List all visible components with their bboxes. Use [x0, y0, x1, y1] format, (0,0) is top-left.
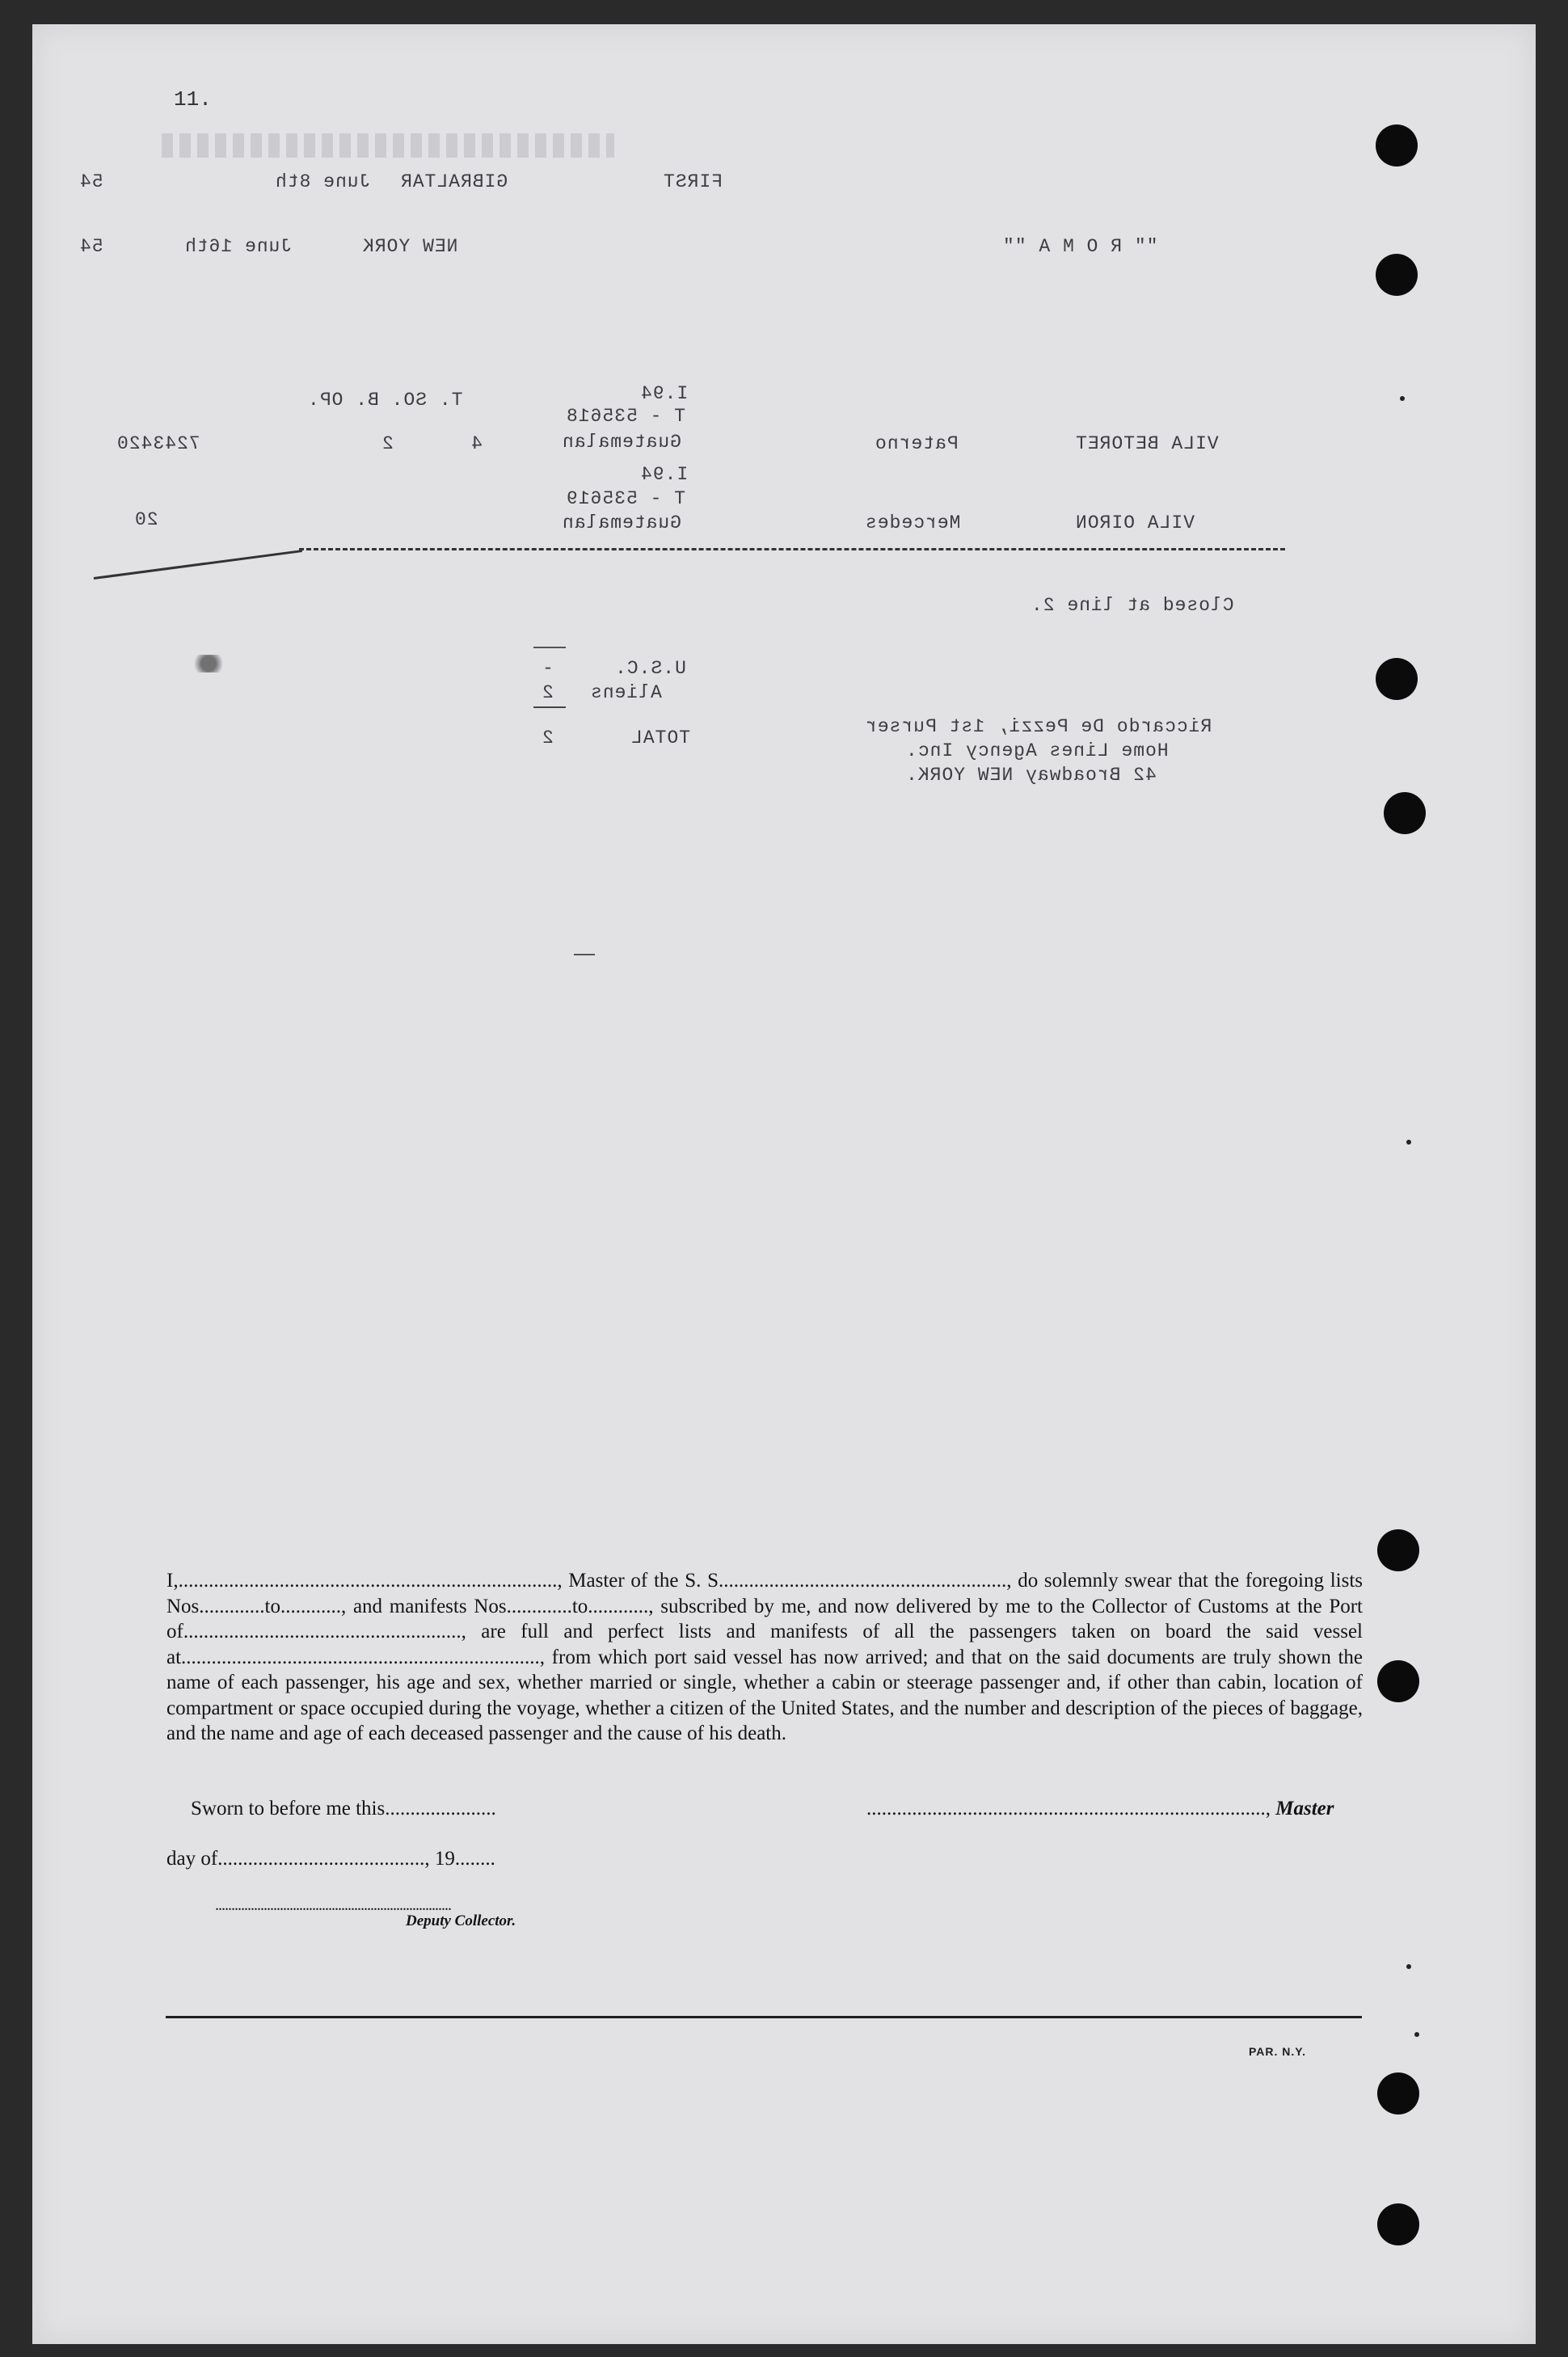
passenger-2-visa-a: I.94 [640, 464, 689, 485]
row-first-date: June 8th [275, 171, 371, 192]
row-ship-port: NEW YORK [362, 236, 458, 257]
passenger-2-given: Mercedes [865, 512, 961, 533]
speck [1400, 396, 1405, 401]
punch-hole [1377, 1529, 1419, 1571]
oath-text: I,..........................................................................., Master of the S. S........................................................., do solemnly swear that the foregoing lists Nos.............to............, and manifests Nos.............to............, subscribed by me, and now delivered by me to the Collector of Customs at the Port of......................................................., are full and perfect lists and manifests of all the passengers taken on board the said vessel at......................................................................., from which port said vessel has now arrived; and that on the said documents are truly shown the name of each passenger, his age and sex, whether married or single, whether a cabin or steerage passenger and, if other than cabin, location of compartment or space occupied during the voyage, whether a citizen of the United States, and the number and description of the pieces of baggage, and the name and age of each deceased passenger and the cause of his death. [166, 1570, 1363, 1744]
totals-total-value: 2 [542, 727, 554, 748]
row-ship-name: "" R O M A "" [1002, 236, 1158, 257]
passenger-1-count-b: 2 [381, 433, 394, 454]
page-number: 11. [174, 87, 212, 112]
purser-line-3: 42 Broadway NEW YORK. [905, 765, 1157, 786]
passenger-2-name: VILA OIRON [1075, 512, 1195, 533]
totals-total-label: TOTAL [630, 727, 691, 748]
master-dots: ..............................................................................., [866, 1798, 1276, 1819]
closed-note: Closed at line 2. [1031, 595, 1234, 616]
purser-line-1: Riccardo De Pezzi, 1st Purser [865, 716, 1212, 737]
row-first-col-a: 54 [79, 171, 103, 192]
punch-hole [1384, 792, 1426, 834]
stray-mark [574, 954, 595, 955]
oath-paragraph [166, 1568, 1363, 1747]
form-code: PAR. N.Y. [1249, 2045, 1306, 2058]
passenger-2-nationality: Guatemalan [562, 512, 682, 533]
row-ship-col-a: 54 [79, 236, 103, 257]
punch-hole [1377, 2072, 1419, 2115]
passenger-1-visa-b: T - 535618 [566, 406, 686, 427]
passenger-2-number: 20 [134, 509, 158, 530]
master-signature-line [866, 1798, 1334, 1820]
closing-diagonal [94, 550, 302, 580]
passenger-1-nationality: Guatemalan [562, 432, 682, 453]
deputy-collector-label: Deputy Collector. [406, 1912, 516, 1929]
deputy-signature-line: ......................................................................... [215, 1896, 451, 1914]
speck [1406, 1964, 1411, 1969]
passenger-1-given: Paterno [875, 433, 959, 454]
totals-usc-label: U.S.C. [614, 658, 686, 679]
passenger-1-name: VILA BETORET [1075, 433, 1219, 454]
punch-hole [1377, 2203, 1419, 2245]
sworn-line: Sworn to before me this...................... [191, 1798, 496, 1819]
passenger-2-visa-b: T - 535619 [566, 488, 686, 509]
row-ship-date: June 16th [184, 236, 293, 257]
passenger-1-code: T. SO. B. OP. [307, 390, 463, 411]
passenger-1-count-a: 4 [470, 433, 483, 454]
totals-usc-value: - [542, 658, 554, 679]
totals-aliens-label: Aliens [590, 682, 662, 703]
punch-hole [1376, 124, 1418, 167]
row-first-port: GIBRALTAR [400, 171, 508, 192]
totals-aliens-value: 2 [542, 682, 554, 703]
master-label: Master [1275, 1798, 1334, 1819]
manifest-page [32, 24, 1536, 2344]
totals-underline [533, 706, 566, 708]
totals-tick [533, 647, 566, 648]
passenger-1-visa-a: I.94 [640, 383, 689, 404]
footer-rule [166, 2016, 1362, 2018]
purser-line-2: Home Lines Agency Inc. [905, 740, 1169, 761]
bleed-through-header [162, 133, 614, 158]
punch-hole [1376, 254, 1418, 296]
punch-hole [1376, 658, 1418, 700]
row-first-class: FIRST [663, 171, 723, 192]
smudge-mark [186, 655, 231, 673]
speck [1406, 1140, 1411, 1145]
closing-dashed-line [299, 548, 1285, 550]
punch-hole [1377, 1660, 1419, 1702]
day-of-line: day of........................................., 19........ [166, 1848, 495, 1870]
passenger-1-number: 7243420 [116, 433, 200, 454]
speck [1414, 2032, 1419, 2037]
